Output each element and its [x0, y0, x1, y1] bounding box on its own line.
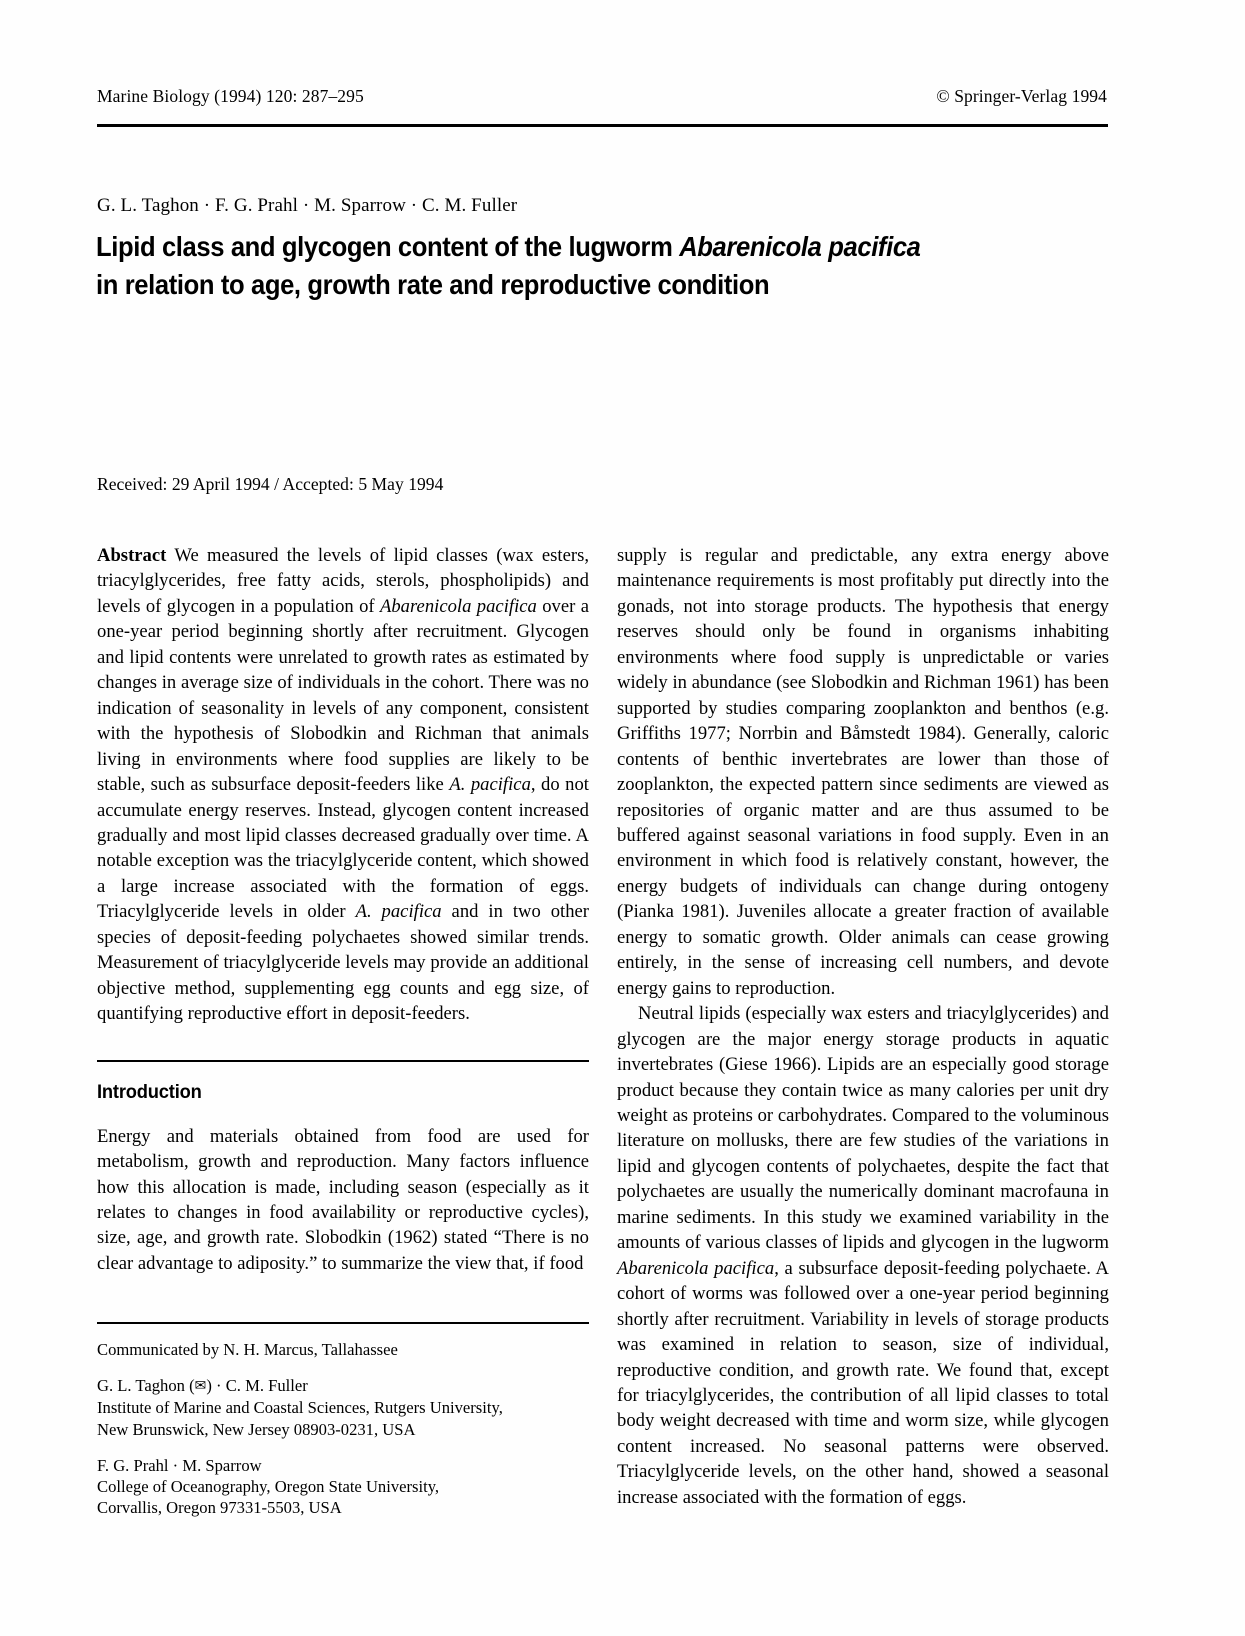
running-head: [97, 86, 1107, 107]
affiliation-2: [97, 1455, 589, 1519]
introduction-paragraph-1-continued: supply is regular and predictable, any extra energy above maintenance requirements is most profitably put directly into the gonads, not into storage products. The hypothesis that energy reserves should only be found in organisms inhabiting environments where food supply is unpredictable or varies widely in abundance (see Slobodkin and Richman 1961) has been supported by studies comparing zooplankton and benthos (e.g. Griffiths 1977; Norrbin and Båmstedt 1984). Generally, caloric contents of benthic invertebrates are lower than those of zooplankton, the expected pattern since sediments are viewed as repositories of organic matter and are thus assumed to be buffered against seasonal variations in food supply. Even in an environment in which food is relatively constant, however, the energy budgets of individuals can change during ontogeny (Pianka 1981). Juveniles allocate a greater fraction of available energy to somatic growth. Older animals can cease growing entirely, in the sense of increasing cell numbers, and devote energy gains to reproduction.: [617, 545, 1109, 999]
header-divider: [97, 124, 1108, 127]
abstract-species-1: Abarenicola pacifica: [379, 595, 537, 617]
envelope-icon: ✉: [194, 1378, 207, 1395]
affiliation-1: [97, 1375, 589, 1440]
abstract-text-3: , do not accumulate energy reserves. Instead, glycogen content increased gradually and most lipid classes decreased gradually over time. A notable exception was the triacylglyceride content, which showed a large increase associated with the formation of eggs. Triacylglyceride levels in older: [97, 774, 589, 923]
affiliation-2-authors: F. G. Prahl · M. Sparrow: [97, 1455, 262, 1475]
intro-p2-text-a: Neutral lipids (especially wax esters and triacylglycerides) and glycogen are the major energy storage products in aquatic invertebrates (Giese 1966). Lipids are an especially good storage product because they contain twice as many calories per unit dry weight as proteins or carbohydrates. Compared to the voluminous literature on mollusks, there are few studies of the variations in lipid and glycogen contents of polychaetes, despite the fact that polychaetes are usually the numerically dominant macrofauna in marine sediments. In this study we examined variability in the amounts of various classes of lipids and glycogen in the lugworm: [617, 1003, 1109, 1254]
received-accepted-dates: Received: 29 April 1994 / Accepted: 5 May 1994: [97, 474, 444, 494]
affiliation-2-line-1: College of Oceanography, Oregon State University,: [97, 1477, 440, 1497]
introduction-paragraph-2: [617, 1001, 1109, 1510]
intro-p2-text-b: , a subsurface deposit-feeding polychaete. A cohort of worms was followed over a one-year period beginning shortly after recruitment. Variability in levels of storage products was examined in relation to season, size of individual, reproductive condition, and growth rate. We found that, except for triacylglycerides, the contribution of all lipid classes to total body weight decreased with time and worm size, while glycogen content increased. No seasonal patterns were observed. Triacylglyceride levels, on the other hand, showed a seasonal increase associated with the formation of eggs.: [617, 1257, 1110, 1508]
intro-p2-species: Abarenicola pacifica: [617, 1257, 775, 1279]
footnote-divider: [97, 1322, 589, 1324]
communicated-by-group: [97, 1339, 589, 1360]
affiliation-2-line-2: Corvallis, Oregon 97331-5503, USA: [97, 1498, 342, 1518]
abstract-paragraph: [97, 543, 589, 1027]
affiliation-1-line-1: Institute of Marine and Coastal Sciences, Rutgers University,: [97, 1398, 503, 1418]
footnote-block: [97, 1322, 589, 1518]
affil-1-authors-post: ) · C. M. Fuller: [206, 1376, 308, 1396]
affiliation-1-line-2: New Brunswick, New Jersey 08903-0231, USA: [97, 1419, 416, 1439]
communicated-by: Communicated by N. H. Marcus, Tallahassee: [97, 1340, 398, 1359]
abstract-text-4: and in two other species of deposit-feeding polychaetes showed similar trends. Measurement of triacylglyceride levels may provide an additional objective method, supplementing egg counts and egg size, of quantifying reproductive effort in deposit-feeders.: [97, 901, 590, 1025]
section-divider: [97, 1060, 589, 1062]
journal-reference: Marine Biology (1994) 120: 287–295: [97, 86, 364, 106]
abstract-text-1: We measured the levels of lipid classes (wax esters, triacylglycerides, free fatty acids, sterols, phospholipids) and levels of glycogen in a population of: [97, 545, 589, 617]
title-species-name: Abarenicola pacifica: [679, 231, 921, 262]
right-column: [617, 543, 1109, 1510]
abstract-text-2: over a one-year period beginning shortly after recruitment. Glycogen and lipid contents were unrelated to growth rates as estimated by changes in average size of individuals in the cohort. There was no indication of seasonality in levels of any component, consistent with the hypothesis of Slobodkin and Richman that animals living in environments where food supplies are likely to be stable, such as subsurface deposit-feeders like: [97, 595, 589, 796]
introduction-paragraph-1: Energy and materials obtained from food are used for metabolism, growth and reproduction. Many factors influence how this allocation is made, including season (especially as it relates to changes in food availability or reproductive cycles), size, age, and growth rate. Slobodkin (1962) stated “There is no clear advantage to adiposity.” to summarize the view that, if food: [97, 1125, 589, 1274]
affiliation-1-authors: [97, 1375, 589, 1397]
page-title: [96, 228, 1040, 304]
abstract-species-2: A. pacifica: [449, 774, 531, 796]
affil-1-authors-pre: G. L. Taghon (: [97, 1376, 195, 1396]
title-text-part-1: Lipid class and glycogen content of the lugworm: [96, 231, 680, 262]
copyright-notice: © Springer-Verlag 1994: [936, 86, 1107, 106]
abstract-species-3: A. pacifica: [355, 901, 442, 923]
abstract-label: Abstract: [97, 545, 167, 566]
author-list: G. L. Taghon · F. G. Prahl · M. Sparrow · C. M. Fuller: [97, 195, 518, 216]
section-heading-introduction: Introduction: [97, 1080, 202, 1103]
left-column: [97, 543, 589, 1276]
title-text-part-2: in relation to age, growth rate and reproductive condition: [96, 269, 770, 300]
